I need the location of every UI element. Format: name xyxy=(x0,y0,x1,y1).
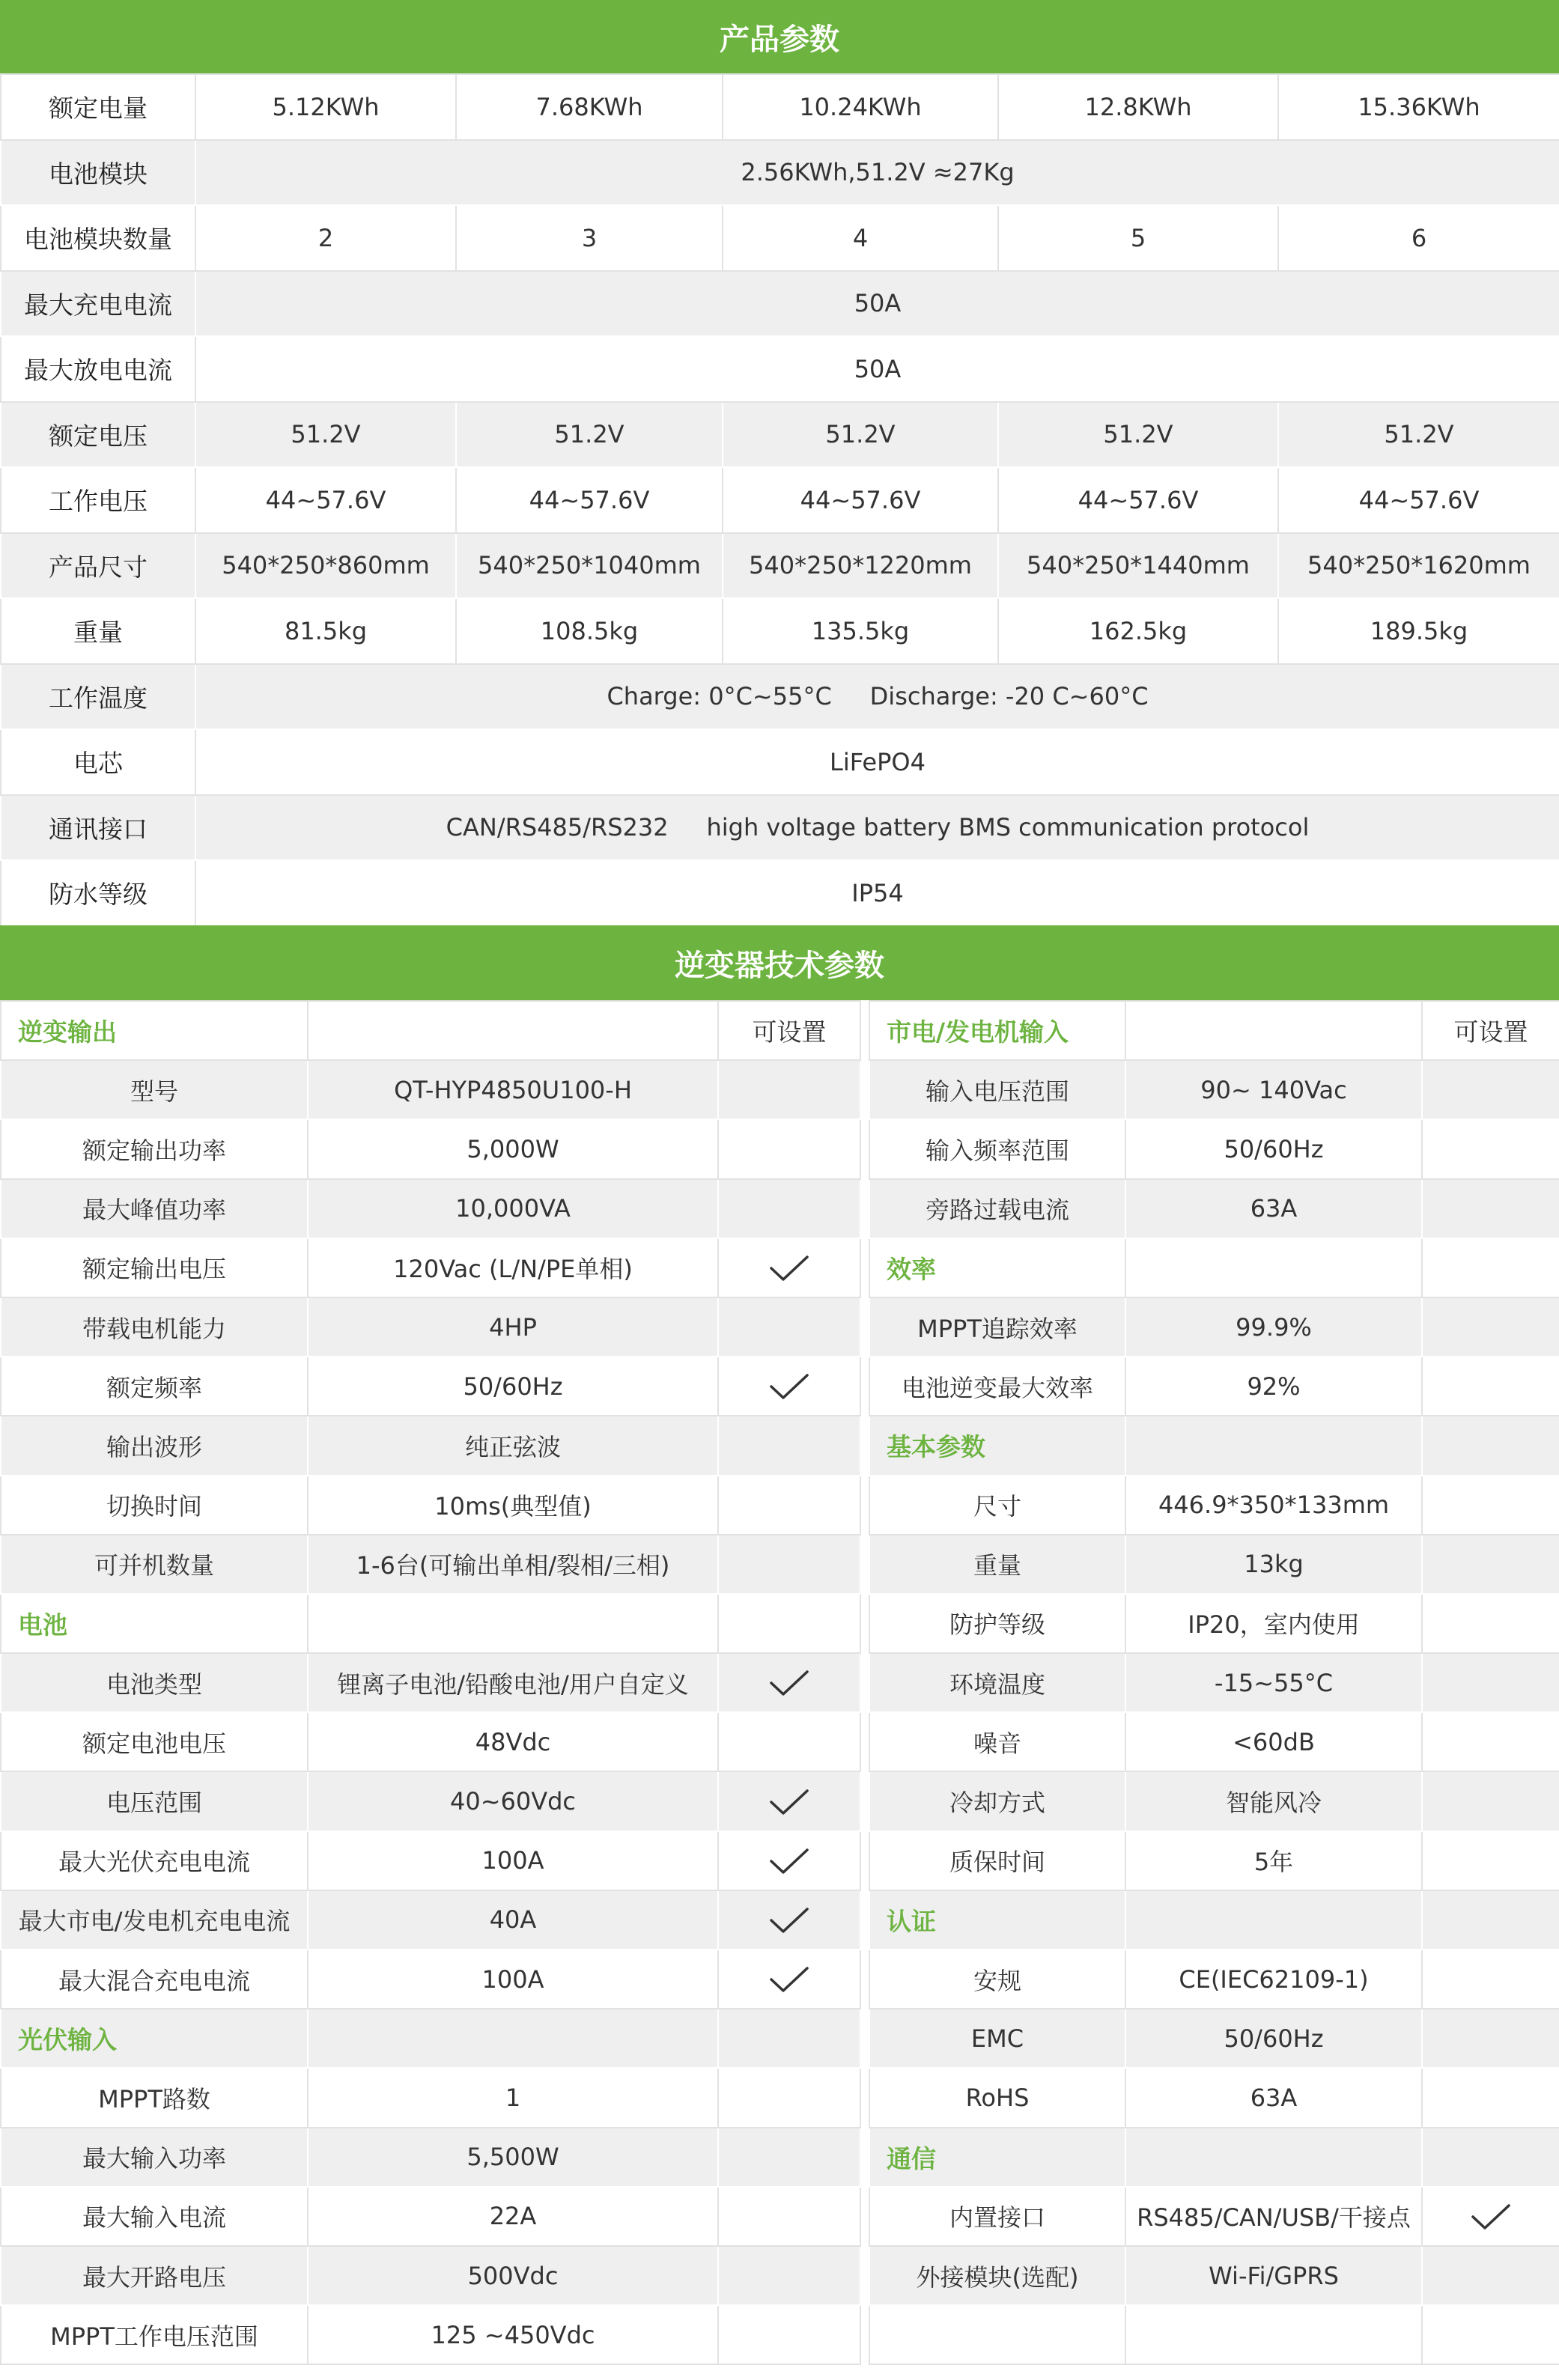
spec-label: 最大输入电流 xyxy=(1,2187,308,2246)
row-label: 电池模块 xyxy=(1,140,195,206)
spec-value: 40~60Vdc xyxy=(308,1771,718,1830)
spec-row xyxy=(869,1831,1559,1890)
cell-value: 540*250*1620mm xyxy=(1278,533,1559,599)
spec-label: 安规 xyxy=(869,1950,1125,2009)
spec-value: 92% xyxy=(1125,1357,1422,1416)
cell-value: 6 xyxy=(1278,205,1559,271)
spec-label: 额定电池电压 xyxy=(1,1712,308,1771)
settable-cell xyxy=(1422,1179,1559,1238)
settable-header xyxy=(718,1594,860,1653)
row-label: 产品尺寸 xyxy=(1,533,195,599)
spec-value: 50/60Hz xyxy=(308,1357,718,1416)
settable-header xyxy=(1422,1238,1559,1297)
spec-row xyxy=(1,1476,860,1535)
settable-cell xyxy=(1422,2187,1559,2246)
cell-value: 540*250*1040mm xyxy=(456,533,723,599)
spec-label: 最大峰值功率 xyxy=(1,1179,308,1238)
section-blank xyxy=(1125,1890,1422,1950)
spec-value: Wi-Fi/GPRS xyxy=(1125,2246,1422,2305)
spec-value: 90~ 140Vac xyxy=(1125,1060,1422,1119)
settable-cell xyxy=(718,1060,860,1119)
spec-label: 可并机数量 xyxy=(1,1535,308,1594)
spec-label: 噪音 xyxy=(869,1712,1125,1771)
section-header-row xyxy=(1,1594,860,1653)
cell-value-span: IP54 xyxy=(195,860,1559,926)
spec-label: 额定输出功率 xyxy=(1,1119,308,1178)
check-icon xyxy=(768,1787,810,1817)
spec-row xyxy=(1,1771,860,1830)
settable-header: 可设置 xyxy=(1422,1001,1559,1060)
spec-label: MPPT追踪效率 xyxy=(869,1297,1125,1357)
spec-label: 输入频率范围 xyxy=(869,1119,1125,1178)
section-blank xyxy=(308,2009,718,2068)
spec-row xyxy=(1,1890,860,1950)
row-label: 额定电压 xyxy=(1,402,195,468)
section-blank xyxy=(1125,1238,1422,1297)
spec-value: <60dB xyxy=(1125,1712,1422,1771)
cell-value: 44~57.6V xyxy=(1278,467,1559,533)
section-title: 认证 xyxy=(869,1890,1125,1950)
check-icon xyxy=(768,1905,810,1935)
spec-row xyxy=(869,1771,1559,1830)
cell-value: 162.5kg xyxy=(998,598,1278,664)
settable-cell xyxy=(718,1416,860,1475)
spec-label xyxy=(869,2305,1125,2364)
spec-value: 120Vac (L/N/PE单相) xyxy=(308,1238,718,1297)
spec-row xyxy=(869,1535,1559,1594)
settable-cell xyxy=(1422,2068,1559,2127)
section-blank xyxy=(1125,2128,1422,2187)
settable-cell xyxy=(1422,1712,1559,1771)
check-icon xyxy=(768,1372,810,1401)
settable-cell xyxy=(718,1357,860,1416)
spec-row xyxy=(869,2246,1559,2305)
cell-value: 540*250*1440mm xyxy=(998,533,1278,599)
spec-label: 带载电机能力 xyxy=(1,1297,308,1357)
settable-cell xyxy=(718,2305,860,2364)
cell-value: 51.2V xyxy=(723,402,998,468)
cell-value-span: LiFePO4 xyxy=(195,729,1559,795)
spec-row xyxy=(1,2128,860,2187)
product-row xyxy=(1,271,1559,337)
section-blank xyxy=(308,1594,718,1653)
spec-value: 1-6台(可输出单相/裂相/三相) xyxy=(308,1535,718,1594)
spec-label: 型号 xyxy=(1,1060,308,1119)
section-header-row xyxy=(869,1001,1559,1060)
settable-cell xyxy=(718,1771,860,1830)
settable-header xyxy=(1422,1416,1559,1475)
spec-row xyxy=(1,1297,860,1357)
cell-value: 5 xyxy=(998,205,1278,271)
spec-value: 5年 xyxy=(1125,1831,1422,1890)
cell-value: 51.2V xyxy=(998,402,1278,468)
spec-row xyxy=(1,1950,860,2009)
spec-value: 智能风冷 xyxy=(1125,1771,1422,1830)
settable-cell xyxy=(718,1535,860,1594)
spec-row xyxy=(869,1476,1559,1535)
cell-value: 108.5kg xyxy=(456,598,723,664)
section-title: 市电/发电机输入 xyxy=(869,1001,1125,1060)
spec-value: 446.9*350*133mm xyxy=(1125,1476,1422,1535)
spec-label: 最大开路电压 xyxy=(1,2246,308,2305)
spec-value: 13kg xyxy=(1125,1535,1422,1594)
cell-value-span: 50A xyxy=(195,336,1559,402)
spec-value: 5,000W xyxy=(308,1119,718,1178)
spec-row xyxy=(1,2187,860,2246)
spec-label: RoHS xyxy=(869,2068,1125,2127)
spec-label: 内置接口 xyxy=(869,2187,1125,2246)
settable-cell xyxy=(718,1712,860,1771)
cell-value: 51.2V xyxy=(456,402,723,468)
product-row xyxy=(1,664,1559,730)
settable-cell xyxy=(718,1476,860,1535)
spec-value: RS485/CAN/USB/干接点 xyxy=(1125,2187,1422,2246)
cell-value: 51.2V xyxy=(195,402,456,468)
spec-label: 输入电压范围 xyxy=(869,1060,1125,1119)
spec-row xyxy=(869,1119,1559,1178)
check-icon xyxy=(768,1846,810,1876)
settable-header xyxy=(1422,1890,1559,1950)
spec-label: 尺寸 xyxy=(869,1476,1125,1535)
settable-cell xyxy=(1422,2246,1559,2305)
row-label: 电芯 xyxy=(1,729,195,795)
settable-cell xyxy=(1422,2009,1559,2068)
cell-value: 4 xyxy=(723,205,998,271)
section-header-row xyxy=(869,1238,1559,1297)
section-header-row xyxy=(1,2009,860,2068)
spec-label: EMC xyxy=(869,2009,1125,2068)
spec-label: 重量 xyxy=(869,1535,1125,1594)
settable-cell xyxy=(718,1119,860,1178)
spec-label: 最大市电/发电机充电电流 xyxy=(1,1890,308,1950)
spec-label: 电池类型 xyxy=(1,1653,308,1712)
spec-label: 切换时间 xyxy=(1,1476,308,1535)
product-row xyxy=(1,598,1559,664)
row-label: 最大放电电流 xyxy=(1,336,195,402)
spec-label: 最大光伏充电电流 xyxy=(1,1831,308,1890)
spec-label: 输出波形 xyxy=(1,1416,308,1475)
spec-label: MPPT路数 xyxy=(1,2068,308,2127)
settable-header xyxy=(1422,2128,1559,2187)
row-label: 防水等级 xyxy=(1,860,195,926)
spec-label: 环境温度 xyxy=(869,1653,1125,1712)
row-label: 重量 xyxy=(1,598,195,664)
cell-value: 3 xyxy=(456,205,723,271)
cell-value-span: 50A xyxy=(195,271,1559,337)
spec-value: 锂离子电池/铅酸电池/用户自定义 xyxy=(308,1653,718,1712)
spec-value: 500Vdc xyxy=(308,2246,718,2305)
settable-cell xyxy=(1422,2305,1559,2364)
settable-cell xyxy=(1422,1594,1559,1653)
product-row xyxy=(1,74,1559,140)
row-label: 通讯接口 xyxy=(1,795,195,861)
spec-value: 1 xyxy=(308,2068,718,2127)
spec-value: CE(IEC62109-1) xyxy=(1125,1950,1422,2009)
spec-value: 4HP xyxy=(308,1297,718,1357)
row-label: 工作温度 xyxy=(1,664,195,730)
spec-value: 63A xyxy=(1125,2068,1422,2127)
spec-value: 99.9% xyxy=(1125,1297,1422,1357)
spec-row xyxy=(1,1831,860,1890)
cell-value: 44~57.6V xyxy=(723,467,998,533)
check-icon xyxy=(768,1964,810,1994)
cell-value: 540*250*1220mm xyxy=(723,533,998,599)
settable-cell xyxy=(718,1831,860,1890)
spec-value: 48Vdc xyxy=(308,1712,718,1771)
spec-value: 50/60Hz xyxy=(1125,1119,1422,1178)
row-label: 工作电压 xyxy=(1,467,195,533)
spec-value: 10,000VA xyxy=(308,1179,718,1238)
settable-cell xyxy=(1422,1535,1559,1594)
section-blank xyxy=(1125,1416,1422,1475)
settable-cell xyxy=(718,1950,860,2009)
spec-label: 冷却方式 xyxy=(869,1771,1125,1830)
spec-value: -15~55°C xyxy=(1125,1653,1422,1712)
check-icon xyxy=(1470,2202,1512,2232)
spec-row xyxy=(1,1179,860,1238)
spec-label: 外接模块(选配) xyxy=(869,2246,1125,2305)
spec-value: 10ms(典型值) xyxy=(308,1476,718,1535)
spec-value: 50/60Hz xyxy=(1125,2009,1422,2068)
spec-label: 额定输出电压 xyxy=(1,1238,308,1297)
cell-value-span: CAN/RS485/RS232 high voltage battery BMS communication protocol xyxy=(195,795,1559,861)
product-row xyxy=(1,467,1559,533)
cell-value: 12.8KWh xyxy=(998,74,1278,140)
settable-cell xyxy=(718,2128,860,2187)
cell-value: 44~57.6V xyxy=(998,467,1278,533)
product-row xyxy=(1,729,1559,795)
spec-row xyxy=(1,1119,860,1178)
spec-value: 100A xyxy=(308,1950,718,2009)
section-blank xyxy=(308,1001,718,1060)
row-label: 最大充电电流 xyxy=(1,271,195,337)
product-row xyxy=(1,402,1559,468)
product-params-title: 产品参数 xyxy=(0,0,1559,73)
settable-cell xyxy=(1422,1119,1559,1178)
product-row xyxy=(1,336,1559,402)
spec-value: 40A xyxy=(308,1890,718,1950)
spec-label: 防护等级 xyxy=(869,1594,1125,1653)
spec-row xyxy=(1,1416,860,1475)
spec-row xyxy=(1,2305,860,2364)
section-title: 光伏输入 xyxy=(1,2009,308,2068)
spec-row xyxy=(1,1238,860,1297)
section-title: 效率 xyxy=(869,1238,1125,1297)
spec-value: 纯正弦波 xyxy=(308,1416,718,1475)
spec-row xyxy=(869,1297,1559,1357)
product-row xyxy=(1,140,1559,206)
section-header-row xyxy=(869,2128,1559,2187)
settable-cell xyxy=(718,1890,860,1950)
section-header-row xyxy=(869,1890,1559,1950)
product-row xyxy=(1,795,1559,861)
spec-label: 电压范围 xyxy=(1,1771,308,1830)
spec-label: 最大混合充电电流 xyxy=(1,1950,308,2009)
product-row xyxy=(1,860,1559,926)
settable-cell xyxy=(718,2187,860,2246)
spec-row xyxy=(869,1653,1559,1712)
spec-row xyxy=(1,1060,860,1119)
check-icon xyxy=(768,1668,810,1698)
cell-value: 5.12KWh xyxy=(195,74,456,140)
spec-row xyxy=(1,1357,860,1416)
settable-cell xyxy=(1422,1831,1559,1890)
spec-label: 最大输入功率 xyxy=(1,2128,308,2187)
spec-row xyxy=(1,2068,860,2127)
settable-cell xyxy=(718,1238,860,1297)
section-blank xyxy=(1125,1001,1422,1060)
settable-cell xyxy=(1422,1476,1559,1535)
spec-label: 旁路过载电流 xyxy=(869,1179,1125,1238)
settable-cell xyxy=(718,1179,860,1238)
spec-value: 22A xyxy=(308,2187,718,2246)
spec-row xyxy=(869,1712,1559,1771)
spec-value: IP20，室内使用 xyxy=(1125,1594,1422,1653)
spec-label: 电池逆变最大效率 xyxy=(869,1357,1125,1416)
cell-value: 540*250*860mm xyxy=(195,533,456,599)
settable-cell xyxy=(1422,1653,1559,1712)
cell-value: 81.5kg xyxy=(195,598,456,664)
spec-value: 125 ~450Vdc xyxy=(308,2305,718,2364)
spec-value xyxy=(1125,2305,1422,2364)
spec-row xyxy=(869,2068,1559,2127)
settable-cell xyxy=(1422,1771,1559,1830)
settable-cell xyxy=(1422,1950,1559,2009)
settable-cell xyxy=(718,2068,860,2127)
section-title: 逆变输出 xyxy=(1,1001,308,1060)
spec-row xyxy=(1,1653,860,1712)
spec-row xyxy=(1,2246,860,2305)
spec-value: 100A xyxy=(308,1831,718,1890)
section-title: 基本参数 xyxy=(869,1416,1125,1475)
inverter-table-right xyxy=(869,1000,1559,2365)
cell-value: 7.68KWh xyxy=(456,74,723,140)
spec-row xyxy=(869,1060,1559,1119)
spec-row xyxy=(1,1535,860,1594)
settable-cell xyxy=(718,2246,860,2305)
spec-row xyxy=(1,1712,860,1771)
row-label: 电池模块数量 xyxy=(1,205,195,271)
cell-value-span: Charge: 0°C~55°C Discharge: -20 C~60°C xyxy=(195,664,1559,730)
settable-cell xyxy=(1422,1060,1559,1119)
cell-value: 15.36KWh xyxy=(1278,74,1559,140)
spec-row xyxy=(869,1594,1559,1653)
spec-row xyxy=(869,1179,1559,1238)
section-title: 通信 xyxy=(869,2128,1125,2187)
spec-value: 63A xyxy=(1125,1179,1422,1238)
cell-value: 51.2V xyxy=(1278,402,1559,468)
section-title: 电池 xyxy=(1,1594,308,1653)
inverter-params-title: 逆变器技术参数 xyxy=(0,925,1559,1000)
spec-value: QT-HYP4850U100-H xyxy=(308,1060,718,1119)
settable-cell xyxy=(1422,1297,1559,1357)
cell-value-span: 2.56KWh,51.2V ≈27Kg xyxy=(195,140,1559,206)
cell-value: 44~57.6V xyxy=(456,467,723,533)
row-label: 额定电量 xyxy=(1,74,195,140)
section-header-row xyxy=(1,1001,860,1060)
inverter-table-left xyxy=(0,1000,861,2365)
spec-label: 质保时间 xyxy=(869,1831,1125,1890)
spec-value: 5,500W xyxy=(308,2128,718,2187)
product-row xyxy=(1,533,1559,599)
settable-cell xyxy=(718,1653,860,1712)
cell-value: 189.5kg xyxy=(1278,598,1559,664)
settable-header xyxy=(718,2009,860,2068)
check-icon xyxy=(768,1253,810,1283)
spec-row xyxy=(869,1950,1559,2009)
settable-cell xyxy=(1422,1357,1559,1416)
section-header-row xyxy=(869,1416,1559,1475)
product-row xyxy=(1,205,1559,271)
spec-label: 额定频率 xyxy=(1,1357,308,1416)
spec-row xyxy=(869,1357,1559,1416)
spec-row xyxy=(869,2305,1559,2364)
cell-value: 135.5kg xyxy=(723,598,998,664)
product-params-table xyxy=(0,73,1559,927)
cell-value: 2 xyxy=(195,205,456,271)
spec-row xyxy=(869,2009,1559,2068)
cell-value: 10.24KWh xyxy=(723,74,998,140)
cell-value: 44~57.6V xyxy=(195,467,456,533)
settable-header: 可设置 xyxy=(718,1001,860,1060)
settable-cell xyxy=(718,1297,860,1357)
spec-row xyxy=(869,2187,1559,2246)
spec-label: MPPT工作电压范围 xyxy=(1,2305,308,2364)
